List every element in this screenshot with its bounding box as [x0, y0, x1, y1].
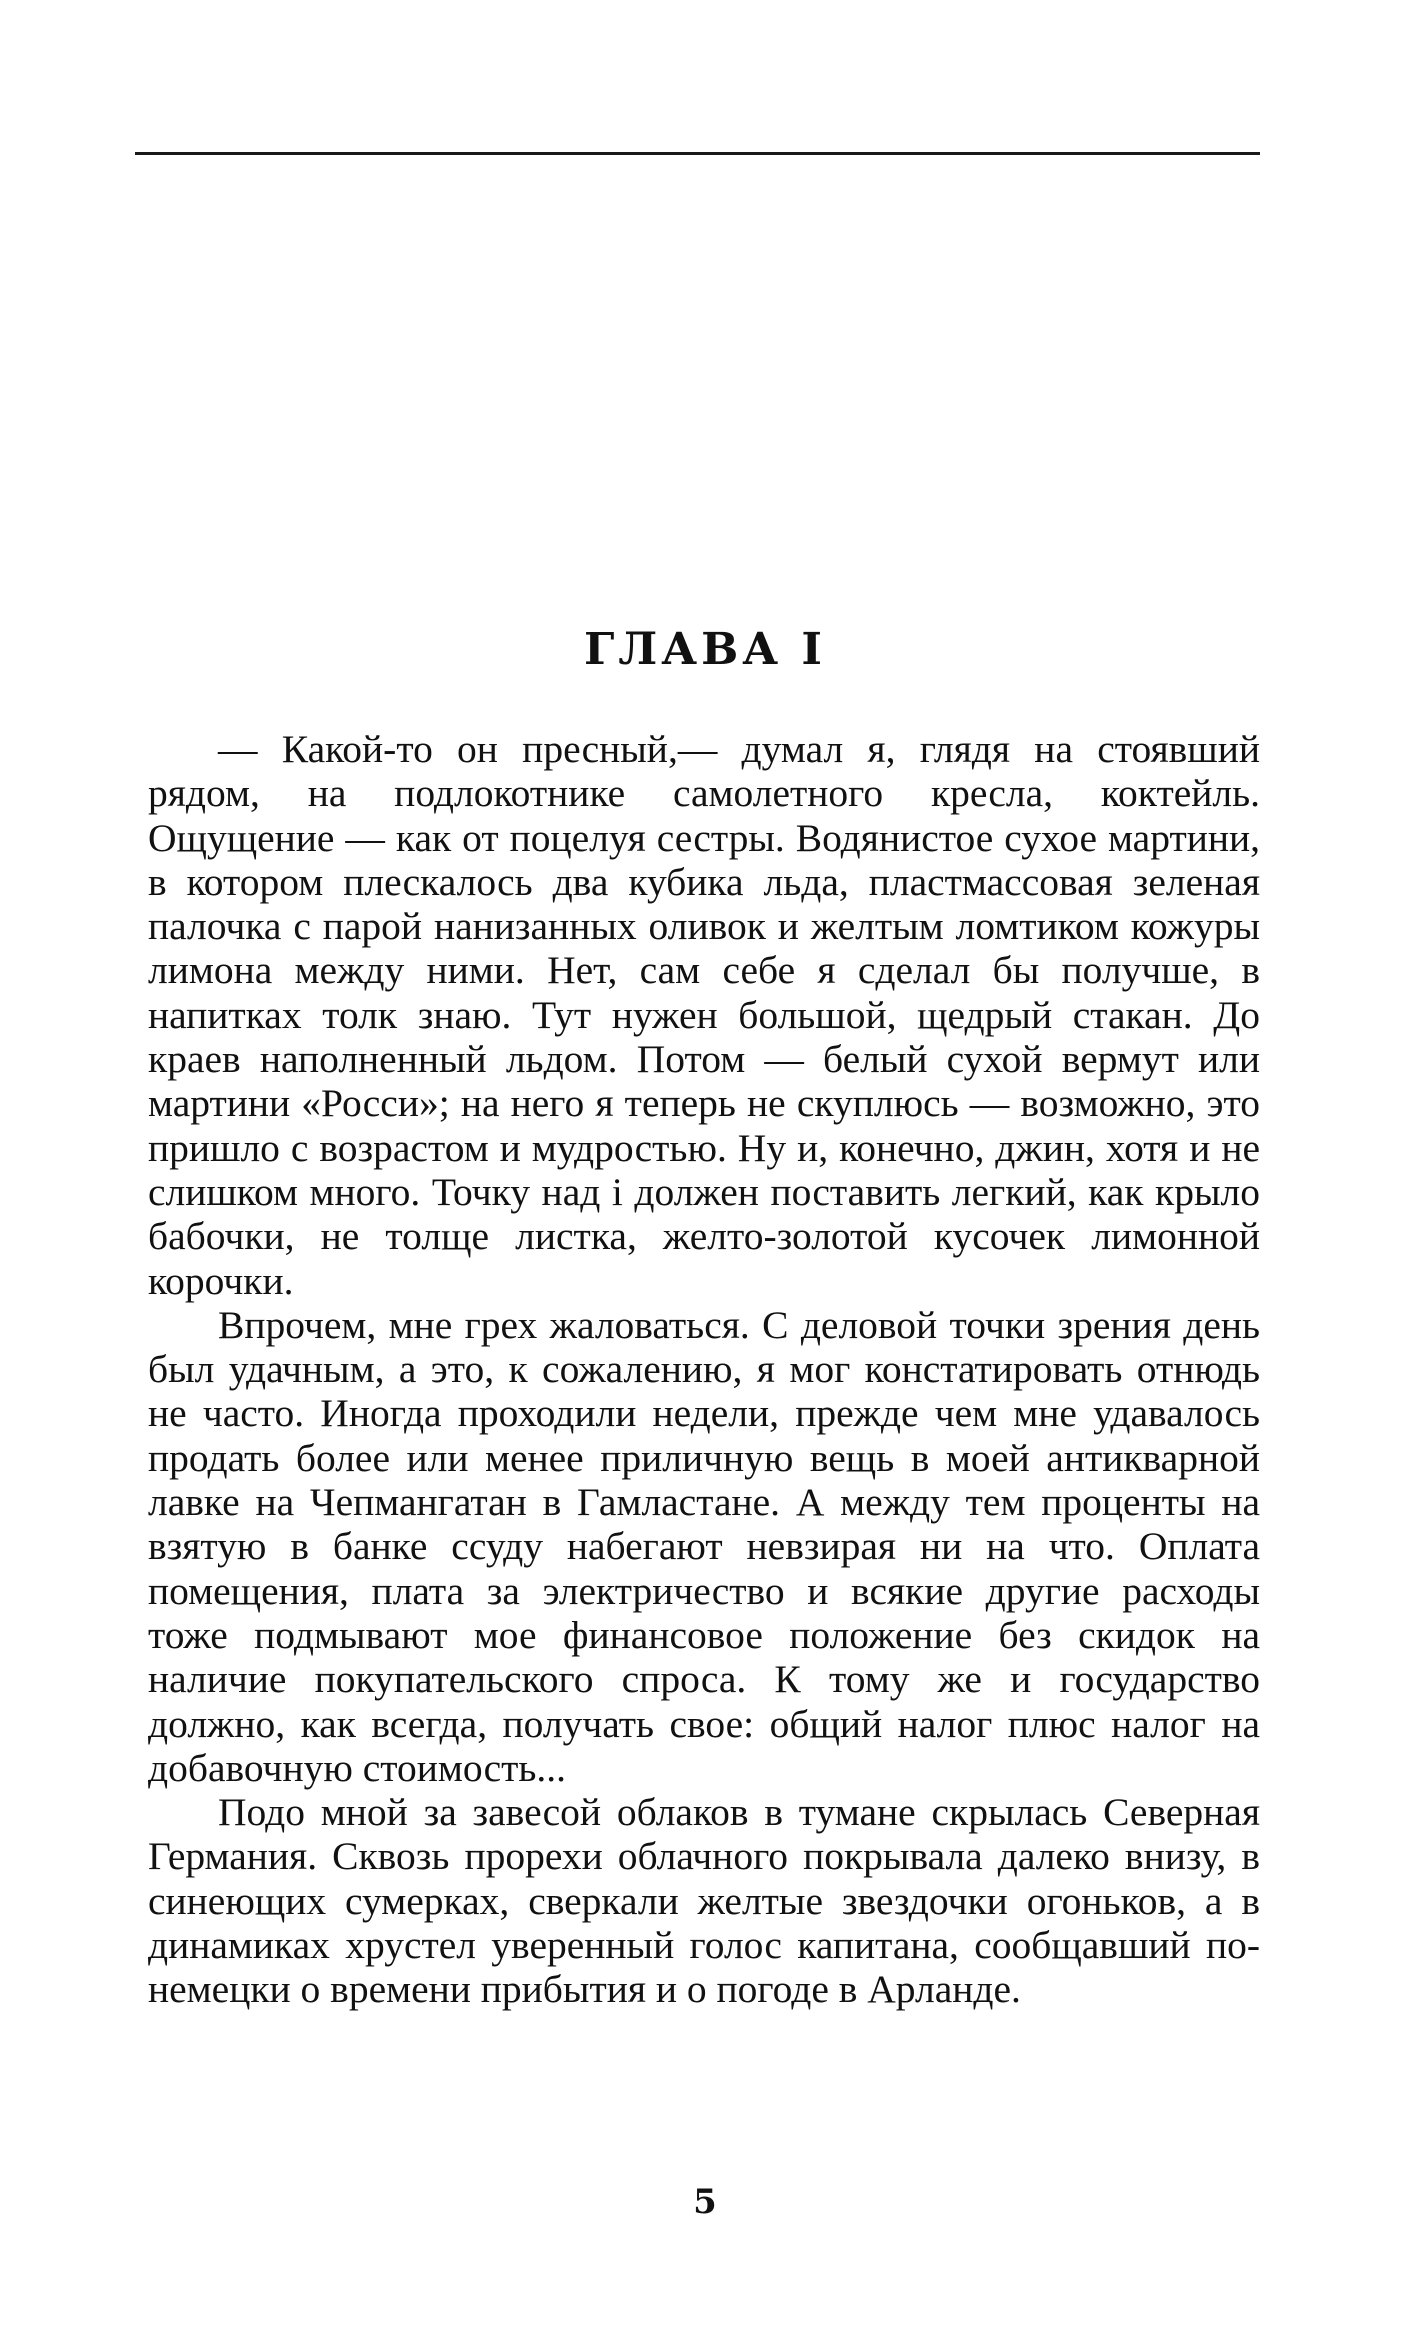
- body-text: [148, 727, 1260, 2012]
- header-rule: [135, 152, 1260, 155]
- paragraph-3: Подо мной за завесой облаков в тумане скрылась Северная Германия. Сквозь прорехи облачного покрывала далеко внизу, в синеющих сумерках, сверкали желтые звездочки огоньков, а в динамиках хрустел уверенный голос капитана, сообщавший по-немецки о времени прибытия и о погоде в Арланде.: [148, 1790, 1260, 2012]
- chapter-title: ГЛАВА I: [583, 624, 827, 675]
- paragraph-1: — Какой-то он пресный,— думал я, глядя на стоявший рядом, на подлокотнике самолетного кресла, коктейль. Ощущение — как от поцелуя сестры. Водянистое сухое мартини, в котором плескалось два кубика льда, пластмассовая зеленая палочка с парой нанизанных оливок и желтым ломтиком кожуры лимона между ними. Нет, сам себе я сделал бы получше, в напитках толк знаю. Тут нужен большой, щедрый стакан. До краев наполненный льдом. Потом — белый сухой вермут или мартини «Росси»; на него я теперь не скуплюсь — возможно, это пришло с возрастом и мудростью. Ну и, конечно, джин, хотя и не слишком много. Точку над і должен поставить легкий, как крыло бабочки, не толще листка, желто-золотой кусочек лимонной корочки.: [148, 727, 1260, 1303]
- paragraph-2: Впрочем, мне грех жаловаться. С деловой точки зрения день был удачным, а это, к сожалению, я мог констатировать отнюдь не часто. Иногда проходили недели, прежде чем мне удавалось продать более или менее приличную вещь в моей антикварной лавке на Чепмангатан в Гамластане. А между тем проценты на взятую в банке ссуду набегают невзирая ни на что. Оплата помещения, плата за электричество и всякие другие расходы тоже подмывают мое финансовое положение без скидок на наличие покупательского спроса. К тому же и государство должно, как всегда, получать свое: общий налог плюс налог на добавочную стоимость...: [148, 1302, 1260, 1790]
- page-number: 5: [693, 2182, 717, 2222]
